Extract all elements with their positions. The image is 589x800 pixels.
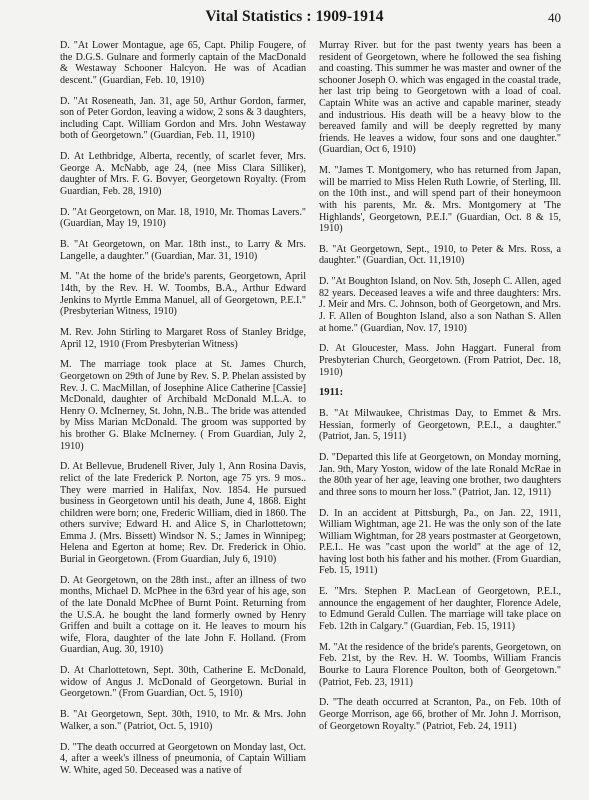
entry-yoston: D. "Departed this life at Georgetown, on Monday morning, Jan. 9th, Mary Yoston, widow of the late Ronald McRae in the 80th year of her age, leaving one brother, two daughters and three sons to mourn her loss." (Patriot, Jan. 12, 1911)	[319, 451, 561, 498]
entry-white-cont: Murray River. but for the past twenty years has been a resident of Georgetown, where he followed the sea fishing and coasting. This summer he was master and owner of the schooner Joseph O. which was engaged in the coastal trade, her last trip being to Georgetown with a load of coal. Captain White was an active and capable mariner, steady and industrious. His death will be a heavy blow to the bereaved family and will be deeply regretted by many friends. He leaves a widow, four sons and one daughter." (Guardian, Oct 6, 1910)	[319, 40, 561, 156]
entry-mcdonald-widow: D. At Charlottetown, Sept. 30th, Catherine E. McDonald, widow of Angus J. McDonald of Georgetown. Burial in Georgetown." (From Guardian, Oct. 5, 1910)	[60, 665, 306, 700]
year-heading-1911: 1911:	[319, 387, 344, 399]
entry-mcphee: D. At Georgetown, on the 28th inst., after an illness of two months, Michael D. McPhee in the 63rd year of his age, son of the late Donald McPhee of Burnt Point. Returning from the U.S.A. he bought the land formerly owned by Henry Griffen and built a cottage on it. He leaves to mourn his wife, Flora, daughter of the late John F. Holland. (From Guardian, Aug. 30, 1910)	[60, 574, 306, 656]
entry-fougere: D. "At Lower Montague, age 65, Capt. Philip Fougere, of the D.G.S. Gulnare and formerly captain of the MacDonald & Westaway Schooner Halcyon. He was of Acadian descent." (Guardian, Feb. 10, 1910)	[60, 40, 306, 86]
entry-haggart: D. At Gloucester, Mass. John Haggart. Funeral from Presbyterian Church, Georgetown. (From Patriot, Dec. 18, 1910)	[319, 343, 561, 378]
entry-maclean-cullen: E. "Mrs. Stephen P. MacLean of Georgetown, P.E.I., announce the engagement of her daughter, Florence Adele, to Edmund Gerald Cullen. The marriage will take place on Feb. 12th in Calgary." (Guardian, Feb. 15, 1911)	[319, 586, 561, 633]
entry-ross: B. "At Georgetown, Sept., 1910, to Peter & Mrs. Ross, a daughter." (Guardian, Oct. 11,1910)	[319, 243, 561, 267]
right-column	[319, 40, 561, 741]
entry-allen: D. "At Boughton Island, on Nov. 5th, Joseph C. Allen, aged 82 years. Deceased leaves a wife and three daughters: Mrs. J. Meir and Mrs. C. Johnson, both of Georgetown, and Mrs. J. F. Allen of Boughton Island, also a son Nathan S. Allen at home." (Guardian, Nov. 17, 1910)	[319, 276, 561, 334]
entry-stirling-ross: M. Rev. John Stirling to Margaret Ross of Stanley Bridge, April 12, 1910 (From Presbyterian Witness)	[60, 327, 306, 350]
page-header-title: Vital Statistics : 1909-1914	[205, 8, 384, 25]
entry-jenkins-manuel: M. "At the home of the bride's parents, Georgetown, April 14th, by the Rev. H. W. Toombs, B.A., Arthur Edward Jenkins to Myrtle Emma Manuel, all of Georgetown, P.E.I." (Presbyterian Witness, 1910)	[60, 271, 306, 318]
entry-white-start: D. "The death occurred at Georgetown on Monday last, Oct. 4, after a week's illness of pneumonia, of Captain William W. White, aged 50. Deceased was a native of	[60, 741, 306, 776]
entry-bourke-poulton: M. "At the residence of the bride's parents, Georgetown, on Feb. 21st, by the Rev. H. W. Toombs, William Francis Bourke to Laura Florence Poulton, both of Georgetown." (Patriot, Feb. 23, 1911)	[319, 641, 561, 688]
entry-walker: B. "At Georgetown, Sept. 30th, 1910, to Mr. & Mrs. John Walker, a son." (Patriot, Oct. 5, 1910)	[60, 709, 306, 732]
entry-gordon: D. "At Roseneath, Jan. 31, age 50, Arthur Gordon, farmer, son of Peter Gordon, leaving a widow, 2 sons & 3 daughters, including Capt. William Gordon and Mrs. John Westaway both of Georgetown." (Guardian, Feb. 11, 1910)	[60, 95, 306, 142]
entry-mcdonald-mcinerney: M. The marriage took place at St. James Church, Georgetown on 29th of June by Rev. S. P. Phelan assisted by Rev. J. C. MacMillan, of Josephine Alice Catherine [Cassie] McDonald, daughter of Archibald McDonald M.L.A. to Henry O. McInerney, St. John, N.B.. The bride was attended by Miss Marian McDonald. The groom was supported by his brother G. Blake McInerney. ( From Guardian, July 2, 1910)	[60, 359, 306, 452]
page-number: 40	[548, 10, 561, 25]
entry-norton: D. At Bellevue, Brudenell River, July 1, Ann Rosina Davis, relict of the late Frederick P. Norton, age 75 yrs. 9 mos.. They were married in Halifax, Nov. 1854. He pursued business in Georgetown until his death, June 4, 1868. Eight children were born; one, Frederic William, died in 1860. The others survive; Edward H. and Alice S, in Charlottetown; Emma J. (Mrs. Bissett) Windsor N. S.; James in Winnipeg; Helena and Egerton at home; Rev. Dr. Frederick in Ohio. Burial in Georgetown. (From Guardian, July 6, 1910)	[60, 461, 306, 566]
entry-wightman: D. In an accident at Pittsburgh, Pa., on Jan. 22, 1911, William Wightman, age 21. He was the only son of the late William Wightman, for 28 years postmaster at Georgetown, P.E.I.. He was "cast upon the world" at the age of 12, having lost both his father and his mother. (From Guardian, Feb. 15, 1911)	[319, 507, 561, 577]
left-column	[60, 40, 306, 786]
entry-morrison: D. "The death occurred at Scranton, Pa., on Feb. 10th of George Morrison, age 66, brother of Mr. John J. Morrison, of Georgetown Royalty." (Patriot, Feb. 24, 1911)	[319, 697, 561, 732]
entry-montgomery: M. "James T. Montgomery, who has returned from Japan, will be married to Miss Helen Ruth Lowrie, of Sterling, Ill. on the 10th inst., and will spend part of their honeymoon with his parents, Mr. &. Mrs. Montgomery at 'The Highlands', Georgetown, P.E.I." (Guardian, Oct. 8 & 15, 1910)	[319, 165, 561, 235]
entry-mcnabb: D. At Lethbridge, Alberta, recently, of scarlet fever, Mrs. George A. McNabb, age 24, (nee Miss Clara Silliker), daughter of Mrs. F. G. Bovyer, Georgetown Royalty. (From Guardian, Feb. 28, 1910)	[60, 151, 306, 197]
entry-hessian: B. "At Milwaukee, Christmas Day, to Emmet & Mrs. Hessian, formerly of Georgetown, P.E.I., a daughter." (Patriot, Jan. 5, 1911)	[319, 407, 561, 443]
entry-langelle: B. "At Georgetown, on Mar. 18th inst., to Larry & Mrs. Langelle, a daughter." (Guardian, Mar. 31, 1910)	[60, 239, 306, 262]
entry-lavers: D. "At Georgetown, on Mar. 18, 1910, Mr. Thomas Lavers." (Guardian, May 19, 1910)	[60, 206, 306, 230]
